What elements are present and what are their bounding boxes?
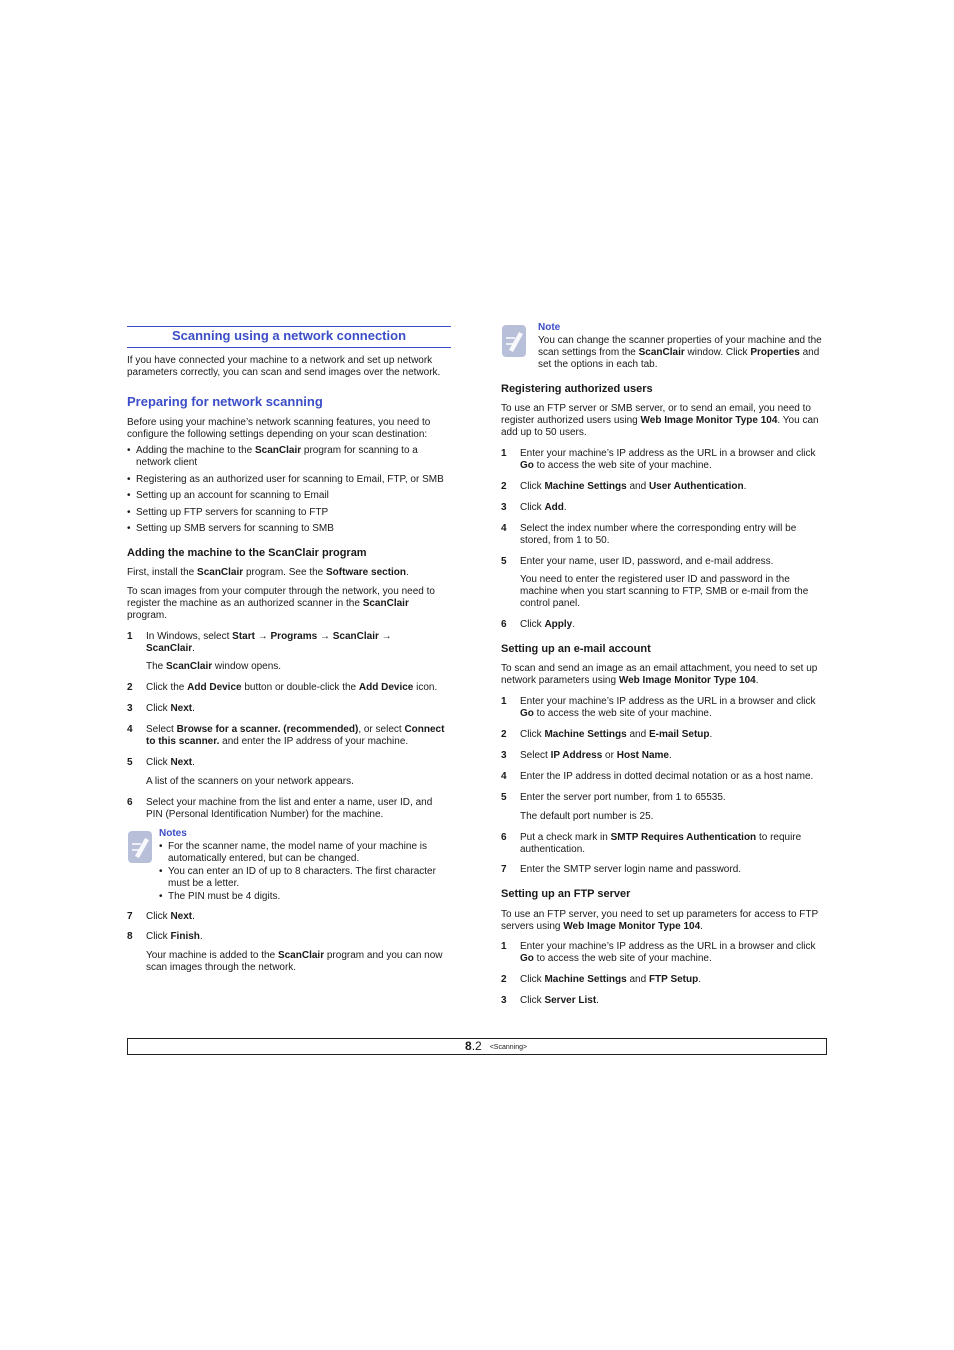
list-item: You can enter an ID of up to 8 characters. The first character must be a letter. bbox=[168, 866, 436, 889]
email-text: To scan and send an image as an email attachment, you need to set up network parameters using Web Image Monitor Type 104. bbox=[501, 663, 818, 686]
email-step-1: Enter your machine’s IP address as the URL in a browser and click Go to access the web site of your machine. bbox=[520, 696, 816, 719]
reg-step-6: Click Apply. bbox=[520, 619, 576, 630]
list-item: Registering as an authorized user for scanning to Email, FTP, or SMB bbox=[136, 474, 444, 485]
email-step-3: Select IP Address or Host Name. bbox=[520, 750, 672, 761]
list-item: Setting up SMB servers for scanning to SMB bbox=[136, 523, 334, 534]
list-item: The PIN must be 4 digits. bbox=[168, 891, 281, 902]
email-step-5-sub: The default port number is 25. bbox=[520, 811, 654, 822]
list-item: Setting up an account for scanning to Email bbox=[136, 490, 329, 501]
step-4: Select Browse for a scanner. (recommended), or select Connect to this scanner. and enter the IP address of your machine. bbox=[146, 724, 445, 747]
reg-step-5-sub: You need to enter the registered user ID and password in the machine when you start scanning to FTP, SMB or e-mail from the control panel. bbox=[520, 574, 809, 609]
email-step-7: Enter the SMTP server login name and password. bbox=[520, 864, 742, 875]
email-step-5: Enter the server port number, from 1 to 65535. bbox=[520, 792, 726, 803]
list-item: Adding the machine to the ScanClair program for scanning to a network client bbox=[136, 445, 418, 468]
notes-title: Notes bbox=[159, 828, 187, 839]
add-text-1: First, install the ScanClair program. See the Software section. bbox=[127, 567, 409, 578]
reg-step-2: Click Machine Settings and User Authentication. bbox=[520, 481, 747, 492]
step-7: Click Next. bbox=[146, 911, 195, 922]
ftp-heading: Setting up an FTP server bbox=[501, 888, 631, 900]
section-title: Scanning using a network connection bbox=[127, 326, 451, 348]
step-8: Click Finish. bbox=[146, 931, 203, 942]
footer-section: <Scanning> bbox=[489, 1044, 528, 1051]
note-pencil-icon bbox=[501, 324, 529, 358]
reg-step-3: Click Add. bbox=[520, 502, 567, 513]
note-title: Note bbox=[538, 322, 561, 333]
list-item: Setting up FTP servers for scanning to FTP bbox=[136, 507, 329, 518]
ftp-step-2: Click Machine Settings and FTP Setup. bbox=[520, 974, 701, 985]
step-5: Click Next. bbox=[146, 757, 195, 768]
ftp-text: To use an FTP server, you need to set up parameters for access to FTP servers using Web Image Monitor Type 104. bbox=[501, 909, 819, 932]
email-step-2: Click Machine Settings and E-mail Setup. bbox=[520, 729, 713, 740]
step-1: In Windows, select Start → Programs → ScanClair → ScanClair. bbox=[146, 631, 392, 654]
note-text: You can change the scanner properties of your machine and the scan settings from the ScanClair window. Click Properties and set the options in each tab. bbox=[538, 335, 822, 370]
add-text-2: To scan images from your computer through the network, you need to register the machine as an authorized scanner in the ScanClair program. bbox=[127, 586, 435, 621]
step-3: Click Next. bbox=[146, 703, 195, 714]
register-heading: Registering authorized users bbox=[501, 383, 653, 395]
email-step-6: Put a check mark in SMTP Requires Authentication to require authentication. bbox=[520, 832, 802, 855]
ftp-step-3: Click Server List. bbox=[520, 995, 599, 1006]
ftp-step-1: Enter your machine’s IP address as the URL in a browser and click Go to access the web site of your machine. bbox=[520, 941, 816, 964]
add-machine-heading: Adding the machine to the ScanClair program bbox=[127, 547, 367, 559]
reg-step-5: Enter your name, user ID, password, and e-mail address. bbox=[520, 556, 774, 567]
prep-heading: Preparing for network scanning bbox=[127, 394, 323, 409]
page-footer bbox=[127, 1038, 827, 1055]
reg-step-4: Select the index number where the corresponding entry will be stored, from 1 to 50. bbox=[520, 523, 797, 546]
step-1-sub: The ScanClair window opens. bbox=[146, 661, 282, 672]
step-8-sub: Your machine is added to the ScanClair program and you can now scan images through the network. bbox=[146, 950, 443, 973]
email-step-4: Enter the IP address in dotted decimal notation or as a host name. bbox=[520, 771, 814, 782]
prep-text: Before using your machine’s network scanning features, you need to configure the following settings depending on your scan destination: bbox=[127, 417, 431, 440]
intro-text: If you have connected your machine to a network and set up network parameters correctly, you can scan and send images over the network. bbox=[127, 355, 441, 378]
register-text: To use an FTP server or SMB server, or to send an email, you need to register authorized users using Web Image Monitor Type 104. You can add up to 50 users. bbox=[501, 403, 819, 438]
email-heading: Setting up an e-mail account bbox=[501, 643, 651, 655]
note-pencil-icon bbox=[127, 830, 155, 864]
list-item: For the scanner name, the model name of your machine is automatically entered, but can be changed. bbox=[168, 841, 428, 864]
step-5-sub: A list of the scanners on your network appears. bbox=[146, 776, 354, 787]
reg-step-1: Enter your machine’s IP address as the URL in a browser and click Go to access the web site of your machine. bbox=[520, 448, 816, 471]
step-2: Click the Add Device button or double-click the Add Device icon. bbox=[146, 682, 438, 693]
step-6: Select your machine from the list and enter a name, user ID, and PIN (Personal Identification Number) for the machine. bbox=[146, 797, 433, 820]
page-number: 8.2 <Scanning> bbox=[465, 1039, 528, 1053]
